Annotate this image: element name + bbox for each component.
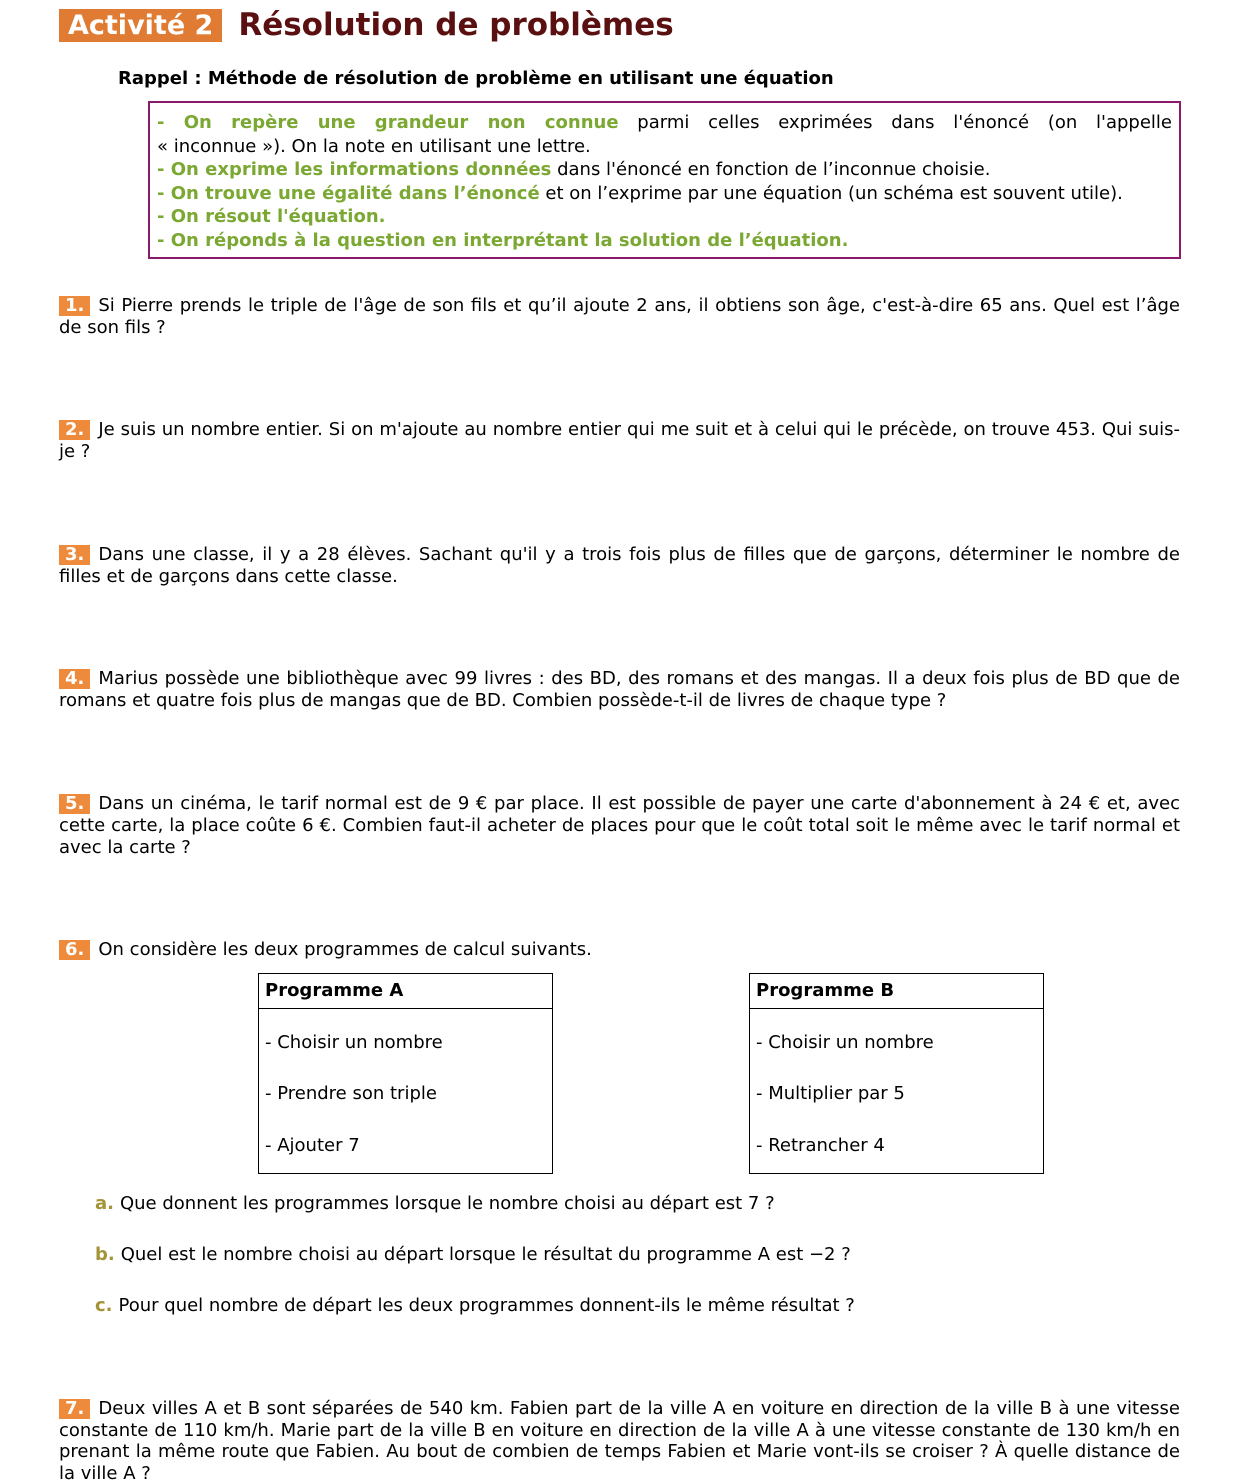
program-a-box <box>258 973 553 1174</box>
question-1 <box>59 295 1180 339</box>
subquestion-text: Pour quel nombre de départ les deux programmes donnent-ils le même résultat ? <box>118 1295 855 1316</box>
program-step: - Choisir un nombre <box>756 1032 934 1053</box>
activity-badge: Activité 2 <box>59 9 222 42</box>
page-title: Résolution de problèmes <box>238 7 674 43</box>
question-number: 3. <box>59 545 90 565</box>
program-step: - Ajouter 7 <box>265 1135 360 1156</box>
question-text: On considère les deux programmes de calcul suivants. <box>98 939 592 960</box>
question-5 <box>59 793 1180 859</box>
subquestion-c <box>95 1295 855 1317</box>
question-3 <box>59 544 1180 588</box>
program-title: Programme B <box>750 974 1043 1009</box>
rappel-line: - On repère une grandeur non connue parmi celles exprimées dans l'énoncé (on l'appelle <box>157 112 1172 133</box>
question-7 <box>59 1398 1180 1484</box>
question-number: 5. <box>59 794 90 814</box>
question-text: Dans une classe, il y a 28 élèves. Sachant qu'il y a trois fois plus de filles que de garçons, déterminer le nombre de filles et de garçons dans cette classe. <box>59 544 1180 587</box>
rappel-box <box>148 101 1181 259</box>
rappel-line: - On trouve une égalité dans l’énoncé et on l’exprime par une équation (un schéma est souvent utile). <box>157 182 1123 204</box>
subquestion-letter: a. <box>95 1193 114 1214</box>
subquestion-text: Que donnent les programmes lorsque le nombre choisi au départ est 7 ? <box>119 1193 775 1214</box>
question-2 <box>59 419 1180 463</box>
question-number: 7. <box>59 1399 90 1419</box>
question-number: 2. <box>59 420 90 440</box>
question-text: Marius possède une bibliothèque avec 99 livres : des BD, des romans et des mangas. Il a deux fois plus de BD que de romans et quatre fois plus de mangas que de BD. Combien possède-t-il de livres de chaque type ? <box>59 668 1180 711</box>
program-b-box <box>749 973 1044 1174</box>
program-step: - Multiplier par 5 <box>756 1083 905 1104</box>
question-text: Dans un cinéma, le tarif normal est de 9 € par place. Il est possible de payer une carte d'abonnement à 24 € et, avec cette carte, la place coûte 6 €. Combien faut-il acheter de places pour que le coût total soit le même avec le tarif normal et avec la carte ? <box>59 793 1180 858</box>
subquestion-letter: c. <box>95 1295 113 1316</box>
rappel-title: Rappel : Méthode de résolution de problème en utilisant une équation <box>118 68 834 89</box>
program-step: - Retrancher 4 <box>756 1135 885 1156</box>
question-number: 1. <box>59 296 90 316</box>
question-number: 6. <box>59 940 90 960</box>
question-number: 4. <box>59 669 90 689</box>
program-step: - Prendre son triple <box>265 1083 437 1104</box>
subquestion-a <box>95 1193 775 1215</box>
program-step: - Choisir un nombre <box>265 1032 443 1053</box>
rappel-line: - On résout l'équation. <box>157 206 386 227</box>
question-text: Je suis un nombre entier. Si on m'ajoute au nombre entier qui me suit et à celui qui le précède, on trouve 453. Qui suis-je ? <box>59 419 1180 462</box>
activity-header <box>59 6 674 44</box>
subquestion-text: Quel est le nombre choisi au départ lorsque le résultat du programme A est −2 ? <box>120 1244 851 1265</box>
question-6 <box>59 939 1180 961</box>
program-title: Programme A <box>259 974 552 1009</box>
question-4 <box>59 668 1180 712</box>
subquestion-b <box>95 1244 851 1266</box>
rappel-line: - On réponds à la question en interprétant la solution de l’équation. <box>157 229 849 251</box>
subquestion-letter: b. <box>95 1244 115 1265</box>
question-text: Si Pierre prends le triple de l'âge de son fils et qu’il ajoute 2 ans, il obtiens son âge, c'est-à-dire 65 ans. Quel est l’âge de son fils ? <box>59 295 1180 338</box>
rappel-line: - On exprime les informations données dans l'énoncé en fonction de l’inconnue choisie. <box>157 159 991 180</box>
question-text: Deux villes A et B sont séparées de 540 km. Fabien part de la ville A en voiture en direction de la ville B à une vitesse constante de 110 km/h. Marie part de la ville B en voiture en direction de la ville A à une vitesse constante de 130 km/h en prenant la même route que Fabien. Au bout de combien de temps Fabien et Marie vont-ils se croiser ? À quelle distance de la ville A ? <box>59 1398 1180 1484</box>
rappel-line: « inconnue »). On la note en utilisant une lettre. <box>157 135 591 157</box>
